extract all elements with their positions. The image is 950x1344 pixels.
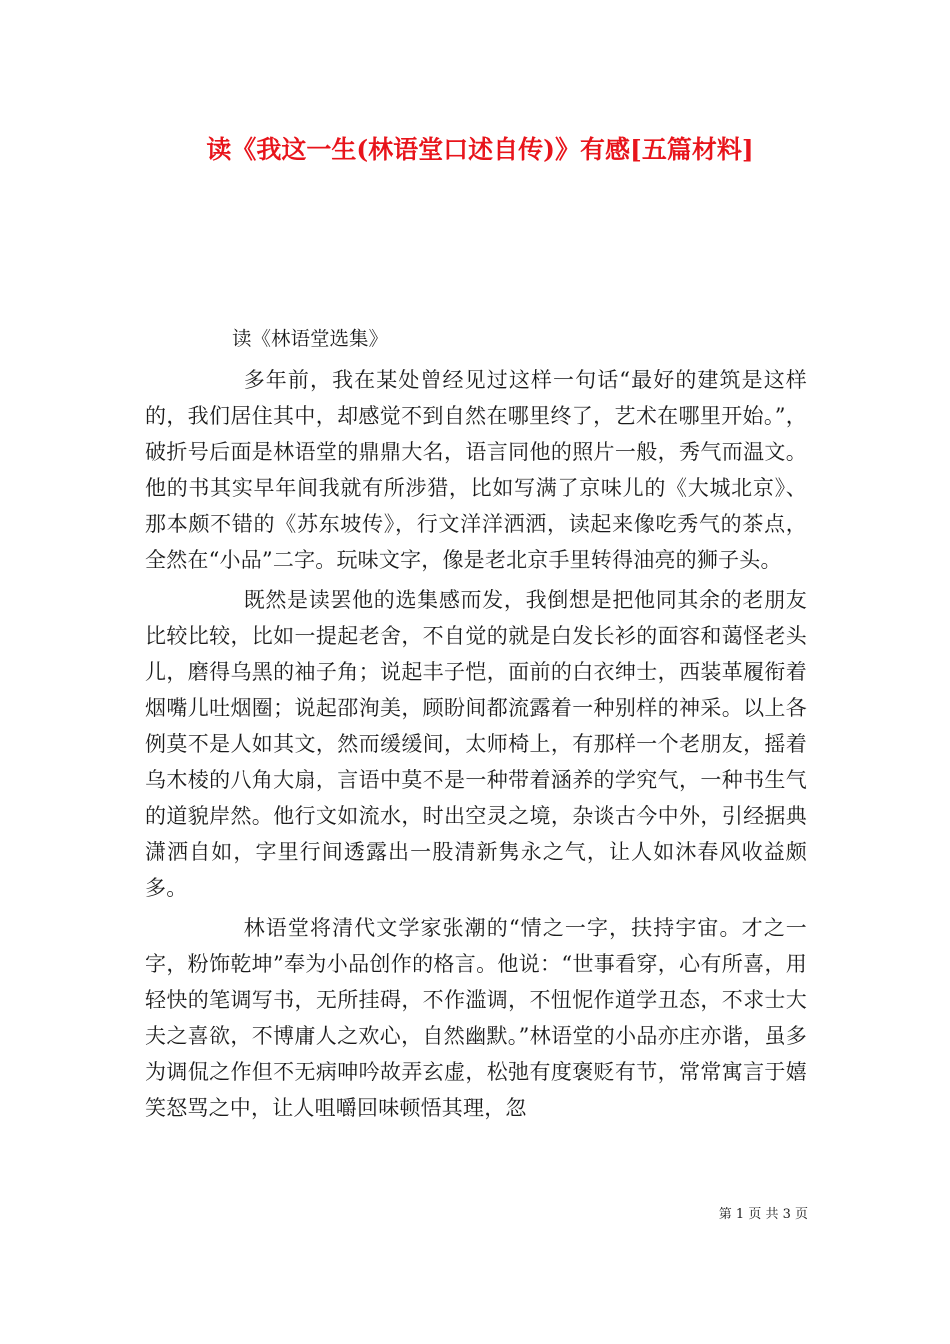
body-paragraph: 多年前，我在某处曾经见过这样一句话“最好的建筑是这样的，我们居住其中，却感觉不到自然在哪里终了，艺术在哪里开始。”，破折号后面是林语堂的鼎鼎大名，语言同他的照片一般，秀气而温文。他的书其实早年间我就有所涉猎，比如写满了京味儿的《大城北京》、那本颇不错的《苏东坡传》，行文洋洋洒洒，读起来像吃秀气的茶点，全然在“小品”二字。玩味文字，像是老北京手里转得油亮的狮子头。 (145, 368, 807, 572)
body-paragraph: 既然是读罢他的选集感而发，我倒想是把他同其余的老朋友比较比较，比如一提起老舍，不自觉的就是白发长衫的面容和蔼怪老头儿，磨得乌黑的袖子角；说起丰子恺，面前的白衣绅士，西装革履衔着烟嘴儿吐烟圈；说起邵洵美，顾盼间都流露着一种别样的神采。以上各例莫不是人如其文，然而缓缓间，太师椅上，有那样一个老朋友，摇着乌木棱的八角大扇，言语中莫不是一种带着涵养的学究气，一种书生气的道貌岸然。他行文如流水，时出空灵之境，杂谈古今中外，引经据典潇洒自如，字里行间透露出一股清新隽永之气，让人如沐春风收益颇多。 (145, 588, 807, 900)
section-heading: 读《林语堂选集》 (232, 327, 389, 350)
document-title: 读《我这一生(林语堂口述自传)》有感[五篇材料] (206, 135, 754, 164)
document-body (145, 362, 807, 1130)
body-paragraph: 林语堂将清代文学家张潮的“情之一字，扶持宇宙。才之一字，粉饰乾坤”奉为小品创作的格言。他说：“世事看穿，心有所喜，用轻快的笔调写书，无所挂碍，不作滥调，不忸怩作道学丑态，不求士大夫之喜欲，不博庸人之欢心，自然幽默。”林语堂的小品亦庄亦谐，虽多为调侃之作但不无病呻吟故弄玄虚，松弛有度褒贬有节，常常寓言于嬉笑怒骂之中，让人咀嚼回味顿悟其理，忽 (145, 916, 807, 1120)
page-number-footer: 第 1 页 共 3 页 (718, 1207, 808, 1222)
